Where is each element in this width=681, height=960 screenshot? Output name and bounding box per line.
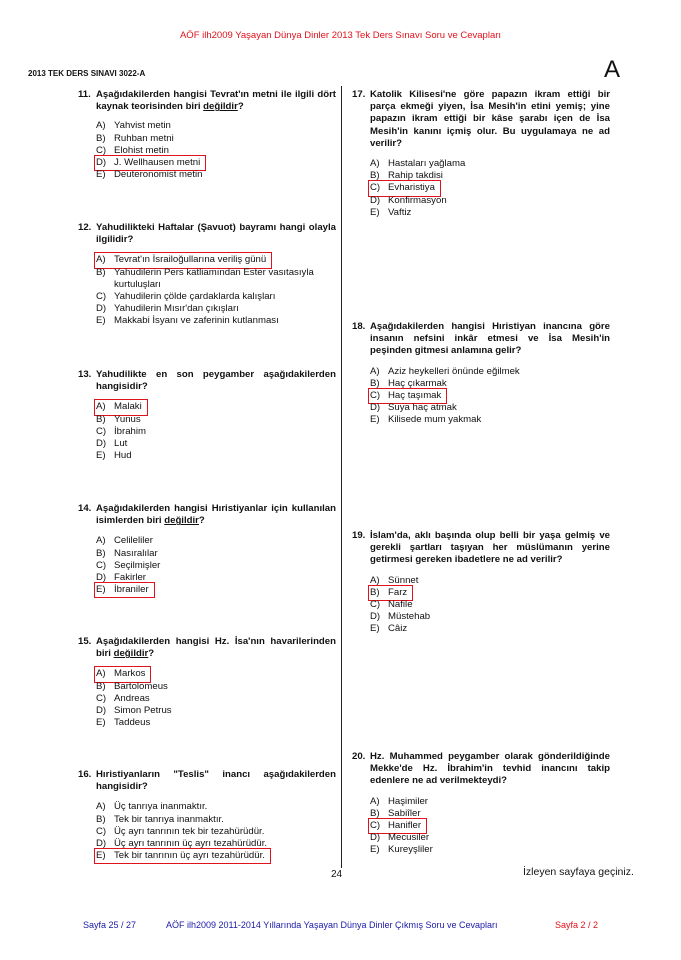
option-c: C) Seçilmişler [96, 559, 161, 571]
document-title: AÖF ilh2009 Yaşayan Dünya Dinler 2013 Tek Ders Sınavı Soru ve Cevapları [179, 30, 502, 41]
option-d: D) Simon Petrus [96, 705, 172, 717]
option-c: C) Yahudilerin çölde çardaklarda kalışları [96, 291, 276, 303]
option-b-answer: B) Farz [370, 587, 411, 599]
option-c: C) İbrahim [96, 425, 146, 437]
option-e: E) Kilisede mum yakmak [370, 414, 482, 426]
option-d: D) Lut [96, 438, 128, 450]
option-a: A) Haşimiler [370, 795, 428, 807]
option-d: D) Mecusiler [370, 832, 430, 844]
option-a-answer: A) Markos [96, 668, 149, 680]
option-b: B) Yunus [96, 413, 141, 425]
option-d-answer: D) J. Wellhausen metni [96, 157, 204, 169]
question-19: 19. İslam'da, aklı başında olup belli bir yaşa gelmiş ve gerekli şartları taşıyan her müslümanın yerine getirmesi gereken ibadetlere ne ad verilir? A) Sünnet B) Farz C) Nafile D) Müstehab E) Câiz [352, 530, 610, 635]
question-stem: Hz. Muhammed peygamber olarak gönderildiğinde Mekke'de Hz. İbrahim'in tevhid inancını takip edenlere ne ad verilmekteydi? [370, 751, 610, 787]
option-b: B) Bartolomeus [96, 680, 168, 692]
question-stem: Yahudilikte en son peygamber aşağıdakilerden hangisidir? [96, 369, 336, 393]
exam-code: 2013 TEK DERS SINAVI 3022-A [28, 69, 146, 78]
option-c: C) Nafile [370, 599, 413, 611]
footer-page-left: Sayfa 25 / 27 [83, 920, 137, 930]
next-page-notice: İzleyen sayfaya geçiniz. [523, 866, 634, 878]
option-a-answer: A) Tevrat'ın İsrailoğullarına veriliş günü [96, 254, 270, 266]
question-17: 17. Katolik Kilisesi'ne göre papazın ikram ettiği bir parça ekmeği yiyen, İsa Mesih'in etini yemiş; yine papazın ikram ettiği bir kâse şarabı içen de İsa Mesih'in kanını içmiş olur. Bu uygulamaya ne ad verilir? A) Hastaları yağlama B) Rahip takdisi C) Evharistiya D) Konfirmasyon E) Vaftiz [352, 89, 610, 218]
option-e: E) Câiz [370, 623, 408, 635]
question-18: 18. Aşağıdakilerden hangisi Hıristiyan inancına göre insanın nefsini inkâr etmesi ve İsa Mesih'in peşinden gitmesi anlamına gelir? A) Aziz heykelleri önünde eğilmek B) Haç çıkarmak C) Haç taşımak D) Suya haç atmak E) Kilisede mum yakmak [352, 321, 610, 426]
option-e: E) Hud [96, 450, 132, 462]
option-e: E) Makkabi İsyanı ve zaferinin kutlanması [96, 315, 279, 327]
option-c-answer: C) Haç taşımak [370, 390, 445, 402]
question-11: 11. Aşağıdakilerden hangisi Tevrat'ın metni ile ilgili dört kaynak teorisinden biri değildir? A) Yahvist metin B) Ruhban metni C) Elohist metin D) J. Wellhausen metni E) Deuteronomist metin [78, 89, 336, 181]
option-e: E) Vaftiz [370, 206, 412, 218]
option-b: B) Ruhban metni [96, 132, 174, 144]
column-divider [341, 86, 342, 868]
question-stem: Aşağıdakilerden hangisi Hz. İsa'nın havarilerinden biri değildir? [96, 636, 336, 660]
option-b: B) Haç çıkarmak [370, 377, 447, 389]
option-a-answer: A) Malaki [96, 401, 146, 413]
option-a: A) Üç tanrıya inanmaktır. [96, 801, 208, 813]
option-e: E) Kureyşliler [370, 844, 433, 856]
question-stem: Yahudilikteki Haftalar (Şavuot) bayramı hangi olayla ilgilidir? [96, 222, 336, 246]
question-stem: Aşağıdakilerden hangisi Hıristiyan inancına göre insanın nefsini inkâr etmesi ve İsa Mesih'in peşinden gitmesi anlamına gelir? [370, 321, 610, 357]
option-d: D) Fakirler [96, 572, 146, 584]
option-d: D) Konfirmasyon [370, 194, 447, 206]
question-13: 13. Yahudilikte en son peygamber aşağıdakilerden hangisidir? A) Malaki B) Yunus C) İbrahim D) Lut E) Hud [78, 369, 336, 462]
option-b: B) Nasıralılar [96, 547, 158, 559]
question-14: 14. Aşağıdakilerden hangisi Hıristiyanlar için kullanılan isimlerden biri değildir? A) Celileliler B) Nasıralılar C) Seçilmişler D) Fakirler E) İbraniler [78, 503, 336, 596]
option-b: B) Rahip takdisi [370, 170, 443, 182]
question-stem: İslam'da, aklı başında olup belli bir yaşa gelmiş ve gerekli şartları taşıyan her müslümanın yerine getirmesi gereken ibadetlere ne ad verilir? [370, 530, 610, 566]
question-stem: Aşağıdakilerden hangisi Hıristiyanlar için kullanılan isimlerden biri değildir? [96, 503, 336, 527]
option-c-answer: C) Evharistiya [370, 182, 439, 194]
option-a: A) Celileliler [96, 535, 153, 547]
question-stem: Hıristiyanların "Teslis" inancı aşağıdakilerden hangisidir? [96, 769, 336, 793]
option-b: B) Sabiîler [370, 807, 421, 819]
option-d: D) Müstehab [370, 611, 431, 623]
question-stem: Aşağıdakilerden hangisi Tevrat'ın metni ile ilgili dört kaynak teorisinden biri değildir? [96, 89, 336, 113]
option-d: D) Yahudilerin Mısır'dan çıkışları [96, 303, 239, 315]
footer-title: AÖF ilh2009 2011-2014 Yıllarında Yaşayan Dünya Dinler Çıkmış Soru ve Cevapları [166, 920, 498, 930]
footer-page-right: Sayfa 2 / 2 [555, 920, 599, 930]
question-15: 15. Aşağıdakilerden hangisi Hz. İsa'nın havarilerinden biri değildir? A) Markos B) Bartolomeus C) Andreas D) Simon Petrus E) Taddeus [78, 636, 336, 729]
option-d: D) Suya haç atmak [370, 402, 457, 414]
option-c: C) Üç ayrı tanrının tek bir tezahürüdür. [96, 825, 265, 837]
option-b: B) Yahudilerin Pers katliamından Ester vasıtasıyla kurtuluşları [96, 266, 314, 290]
option-a: A) Sünnet [370, 574, 419, 586]
option-e: E) Deuteronomist metin [96, 169, 203, 181]
option-a: A) Aziz heykelleri önünde eğilmek [370, 365, 520, 377]
option-c: C) Elohist metin [96, 144, 169, 156]
question-20: 20. Hz. Muhammed peygamber olarak gönderildiğinde Mekke'de Hz. İbrahim'in tevhid inancını takip edenlere ne ad verilmekteydi? A) Haşimiler B) Sabiîler C) Hanifler D) Mecusiler E) Kureyşliler [352, 751, 610, 856]
option-a: A) Hastaları yağlama [370, 158, 466, 170]
page-number: 24 [331, 869, 343, 880]
option-e-answer: E) İbraniler [96, 584, 153, 596]
option-e-answer: E) Tek bir tanrının üç ayrı tezahürüdür. [96, 850, 269, 862]
option-a: A) Yahvist metin [96, 120, 171, 132]
option-b: B) Tek bir tanrıya inanmaktır. [96, 813, 224, 825]
option-e: E) Taddeus [96, 717, 151, 729]
booklet-letter: A [604, 56, 621, 83]
question-16: 16. Hıristiyanların "Teslis" inancı aşağıdakilerden hangisidir? A) Üç tanrıya inanmaktır. B) Tek bir tanrıya inanmaktır. C) Üç ayrı tanrının tek bir tezahürüdür. D) Üç ayrı tanrının üç ayrı tezahürüdür. E) Tek bir tanrının üç ayrı tezahürüdür. [78, 769, 336, 862]
question-12: 12. Yahudilikteki Haftalar (Şavuot) bayramı hangi olayla ilgilidir? A) Tevrat'ın İsrailoğullarına veriliş günü B) Yahudilerin Pers katliamından Ester vasıtasıyla kurtuluşları C) Yahudilerin çölde çardaklarda kalışları D) Yahudilerin Mısır'dan çıkışları E) Makkabi İsyanı ve zaferinin kutlanması [78, 222, 336, 327]
option-c-answer: C) Hanifler [370, 820, 425, 832]
option-d: D) Üç ayrı tanrının üç ayrı tezahürüdür. [96, 838, 268, 850]
question-stem: Katolik Kilisesi'ne göre papazın ikram ettiği bir parça ekmeği yiyen, İsa Mesih'in etini yemiş; yine papazın ikram ettiği bir kâse şarabı içen de İsa Mesih'in kanını içmiş olur. Bu uygulamaya ne ad verilir? [370, 89, 610, 149]
option-c: C) Andreas [96, 692, 150, 704]
